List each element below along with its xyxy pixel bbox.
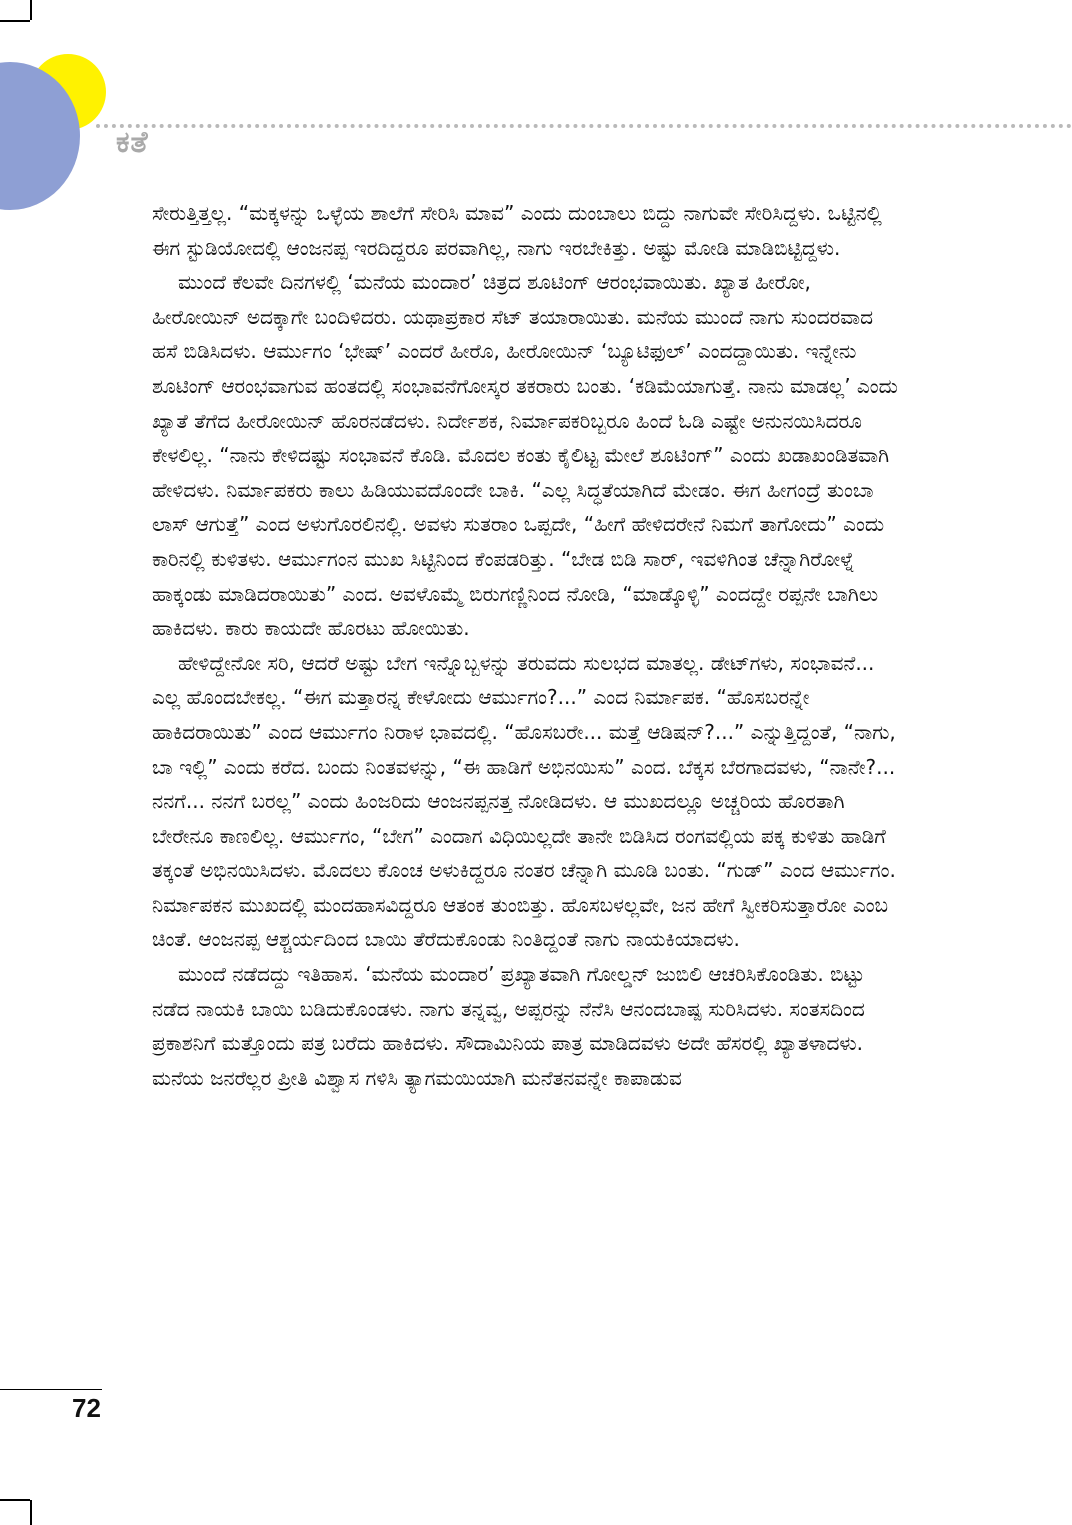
page-number-rule <box>0 1389 102 1390</box>
story-paragraph: ಮುಂದೆ ಕೆಲವೇ ದಿನಗಳಲ್ಲಿ ‘ಮನೆಯ ಮಂದಾರ’ ಚಿತ್ರದ ಶೂಟಿಂಗ್ ಆರಂಭವಾಯಿತು. ಖ್ಯಾತ ಹೀರೋ, ಹೀರೋಯಿನ್ ಅದಕ್ಕಾಗೇ ಬಂದಿಳಿದರು. ಯಥಾಪ್ರಕಾರ ಸೆಟ್ ತಯಾರಾಯಿತು. ಮನೆಯ ಮುಂದೆ ನಾಗು ಸುಂದರವಾದ ಹಸೆ ಬಿಡಿಸಿದಳು. ಆರ್ಮುಗಂ ‘ಭೇಷ್’ ಎಂದರೆ ಹೀರೊ, ಹೀರೋಯಿನ್ ‘ಬ್ಯೂಟಿಫುಲ್’ ಎಂದದ್ದಾಯಿತು. ಇನ್ನೇನು ಶೂಟಿಂಗ್ ಆರಂಭವಾಗುವ ಹಂತದಲ್ಲಿ ಸಂಭಾವನೆಗೋಸ್ಕರ ತಕರಾರು ಬಂತು. ‘ಕಡಿಮೆಯಾಗುತ್ತೆ. ನಾನು ಮಾಡಲ್ಲ’ ಎಂದು ಖ್ಯಾತೆ ತೆಗೆದ ಹೀರೋಯಿನ್ ಹೊರನಡೆದಳು. ನಿರ್ದೇಶಕ, ನಿರ್ಮಾಪಕರಿಬ್ಬರೂ ಹಿಂದೆ ಓಡಿ ಎಷ್ಟೇ ಅನುನಯಿಸಿದರೂ ಕೇಳಲಿಲ್ಲ. “ನಾನು ಕೇಳಿದಷ್ಟು ಸಂಭಾವನೆ ಕೊಡಿ. ಮೊದಲ ಕಂತು ಕೈಲಿಟ್ಟ ಮೇಲೆ ಶೂಟಿಂಗ್” ಎಂದು ಖಡಾಖಂಡಿತವಾಗಿ ಹೇಳಿದಳು. ನಿರ್ಮಾಪಕರು ಕಾಲು ಹಿಡಿಯುವದೊಂದೇ ಬಾಕಿ. “ಎಲ್ಲ ಸಿದ್ಧತೆಯಾಗಿದೆ ಮೇಡಂ. ಈಗ ಹೀಗಂದ್ರೆ ತುಂಬಾ ಲಾಸ್ ಆಗುತ್ತೆ” ಎಂದ ಅಳುಗೊರಲಿನಲ್ಲಿ. ಅವಳು ಸುತರಾಂ ಒಪ್ಪದೇ, “ಹೀಗೆ ಹೇಳಿದರೇನೆ ನಿಮಗೆ ತಾಗೋದು” ಎಂದು ಕಾರಿನಲ್ಲಿ ಕುಳಿತಳು. ಆರ್ಮುಗಂನ ಮುಖ ಸಿಟ್ಟಿನಿಂದ ಕೆಂಪಡರಿತ್ತು. “ಬೇಡ ಬಿಡಿ ಸಾರ್, ಇವಳಿಗಿಂತ ಚೆನ್ನಾಗಿರೋಳ್ನೆ ಹಾಕ್ಕಂಡು ಮಾಡಿದರಾಯಿತು” ಎಂದ. ಅವಳೊಮ್ಮೆ ಬಿರುಗಣ್ಣಿನಿಂದ ನೋಡಿ, “ಮಾಡ್ಕೊಳ್ಳಿ” ಎಂದದ್ದೇ ರಪ್ಪನೇ ಬಾಗಿಲು ಹಾಕಿದಳು. ಕಾರು ಕಾಯದೇ ಹೊರಟು ಹೋಯಿತು. <box>152 270 898 641</box>
story-paragraph: ಮುಂದೆ ನಡೆದದ್ದು ಇತಿಹಾಸ. ‘ಮನೆಯ ಮಂದಾರ’ ಪ್ರಖ್ಯಾತವಾಗಿ ಗೋಲ್ಡನ್ ಜುಬಿಲಿ ಆಚರಿಸಿಕೊಂಡಿತು. ಬಿಟ್ಟು ನಡೆದ ನಾಯಕಿ ಬಾಯಿ ಬಡಿದುಕೊಂಡಳು. ನಾಗು ತನ್ನವ್ವ, ಅಪ್ಪರನ್ನು ನೆನೆಸಿ ಆನಂದಬಾಷ್ಪ ಸುರಿಸಿದಳು. ಸಂತಸದಿಂದ ಪ್ರಕಾಶನಿಗೆ ಮತ್ತೊಂದು ಪತ್ರ ಬರೆದು ಹಾಕಿದಳು. ಸೌದಾಮಿನಿಯ ಪಾತ್ರ ಮಾಡಿದವಳು ಅದೇ ಹೆಸರಲ್ಲಿ ಖ್ಯಾತಳಾದಳು. ಮನೆಯ ಜನರೆಲ್ಲರ ಪ್ರೀತಿ ವಿಶ್ವಾಸ ಗಳಿಸಿ ತ್ಯಾಗಮಯಿಯಾಗಿ ಮನೆತನವನ್ನೇ ಕಾಪಾಡುವ <box>152 962 865 1090</box>
story-paragraph: ಸೇರುತ್ತಿತ್ತಲ್ಲ. “ಮಕ್ಕಳನ್ನು ಒಳ್ಳೆಯ ಶಾಲೆಗೆ ಸೇರಿಸಿ ಮಾವ” ಎಂದು ದುಂಬಾಲು ಬಿದ್ದು ನಾಗುವೇ ಸೇರಿಸಿದ್ದಳು. ಒಟ್ಟಿನಲ್ಲಿ ಈಗ ಸ್ಟುಡಿಯೋದಲ್ಲಿ ಆಂಜನಪ್ಪ ಇರದಿದ್ದರೂ ಪರವಾಗಿಲ್ಲ, ನಾಗು ಇರಬೇಕಿತ್ತು. ಅಷ್ಟು ಮೋಡಿ ಮಾಡಿಬಿಟ್ಟಿದ್ದಳು. <box>152 201 882 260</box>
section-label: ಕತೆ <box>116 125 149 160</box>
crop-mark-bottom-horizontal <box>0 1499 30 1501</box>
dotted-header-rule <box>96 124 1072 128</box>
crop-mark-top-vertical <box>30 0 32 20</box>
crop-mark-top-horizontal <box>0 20 30 22</box>
crop-mark-bottom-vertical <box>30 1500 32 1525</box>
page-number: 72 <box>72 1393 101 1423</box>
story-paragraph: ಹೇಳಿದ್ದೇನೋ ಸರಿ, ಆದರೆ ಅಷ್ಟು ಬೇಗ ಇನ್ನೊಬ್ಬಳನ್ನು ತರುವದು ಸುಲಭದ ಮಾತಲ್ಲ. ಡೇಟ್‌ಗಳು, ಸಂಭಾವನೆ... ಎಲ್ಲ ಹೊಂದಬೇಕಲ್ಲ. “ಈಗ ಮತ್ತಾರನ್ನ ಕೇಳೋದು ಆರ್ಮುಗಂ?...” ಎಂದ ನಿರ್ಮಾಪಕ. “ಹೊಸಬರನ್ನೇ ಹಾಕಿದರಾಯಿತು” ಎಂದ ಆರ್ಮುಗಂ ನಿರಾಳ ಭಾವದಲ್ಲಿ. “ಹೊಸಬರೇ... ಮತ್ತೆ ಆಡಿಷನ್?...” ಎನ್ನುತ್ತಿದ್ದಂತೆ, “ನಾಗು, ಬಾ ಇಲ್ಲಿ” ಎಂದು ಕರೆದ. ಬಂದು ನಿಂತವಳನ್ನು, “ಈ ಹಾಡಿಗೆ ಅಭಿನಯಿಸು” ಎಂದ. ಬೆಕ್ಕಸ ಬೆರಗಾದವಳು, “ನಾನೇ?... ನನಗೆ... ನನಗೆ ಬರಲ್ಲ” ಎಂದು ಹಿಂಜರಿದು ಆಂಜನಪ್ಪನತ್ತ ನೋಡಿದಳು. ಆ ಮುಖದಲ್ಲೂ ಅಚ್ಚರಿಯ ಹೊರತಾಗಿ ಬೇರೇನೂ ಕಾಣಲಿಲ್ಲ. ಆರ್ಮುಗಂ, “ಬೇಗ” ಎಂದಾಗ ವಿಧಿಯಿಲ್ಲದೇ ತಾನೇ ಬಿಡಿಸಿದ ರಂಗವಲ್ಲಿಯ ಪಕ್ಕ ಕುಳಿತು ಹಾಡಿಗೆ ತಕ್ಕಂತೆ ಅಭಿನಯಿಸಿದಳು. ಮೊದಲು ಕೊಂಚ ಅಳುಕಿದ್ದರೂ ನಂತರ ಚೆನ್ನಾಗಿ ಮೂಡಿ ಬಂತು. “ಗುಡ್” ಎಂದ ಆರ್ಮುಗಂ. ನಿರ್ಮಾಪಕನ ಮುಖದಲ್ಲಿ ಮಂದಹಾಸವಿದ್ದರೂ ಆತಂಕ ತುಂಬಿತ್ತು. ಹೊಸಬಳಲ್ಲವೇ, ಜನ ಹೇಗೆ ಸ್ವೀಕರಿಸುತ್ತಾರೋ ಎಂಬ ಚಿಂತೆ. ಆಂಜನಪ್ಪ ಆಶ್ಚರ್ಯದಿಂದ ಬಾಯಿ ತೆರೆದುಕೊಂಡು ನಿಂತಿದ್ದಂತೆ ನಾಗು ನಾಯಕಿಯಾದಳು. <box>152 650 896 952</box>
story-body <box>152 196 900 1095</box>
